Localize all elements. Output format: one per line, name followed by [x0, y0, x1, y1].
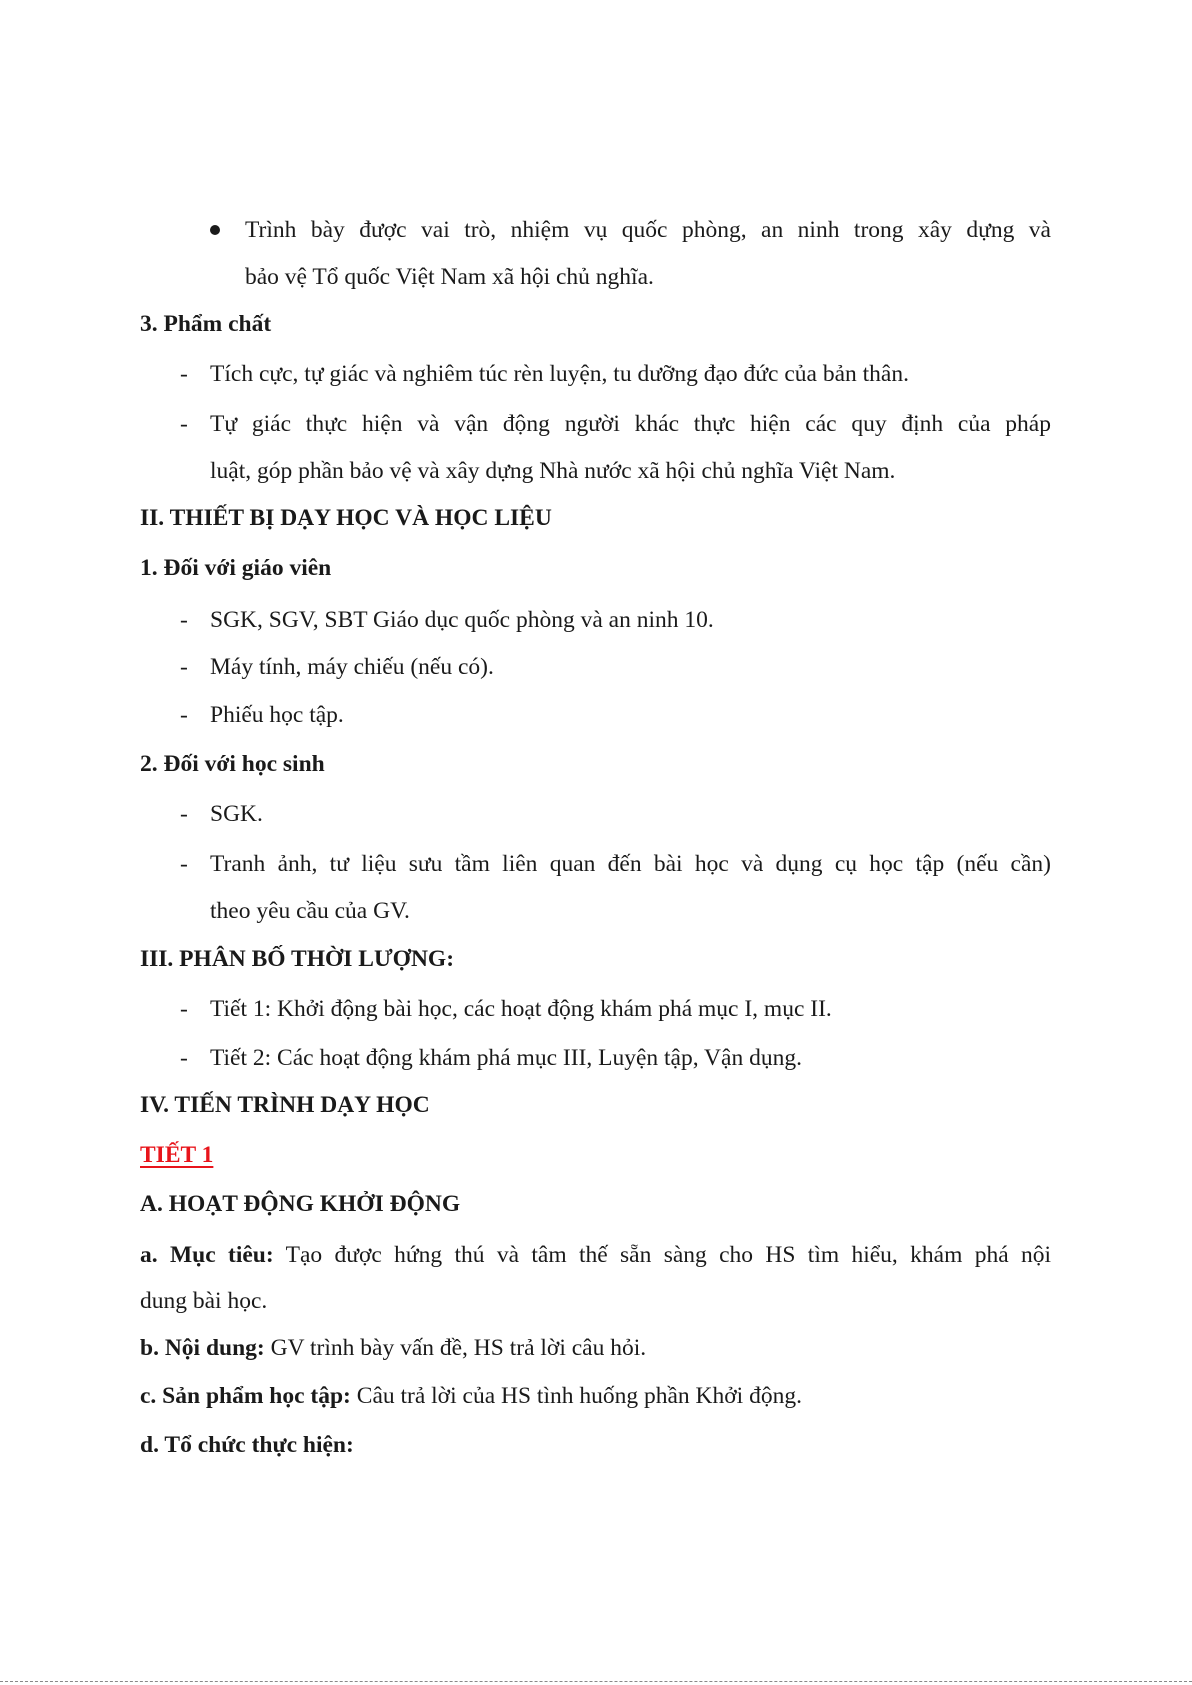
qualities-item-2-line1: Tự giác thực hiện và vận động người khác thực hiện các quy định của pháp [210, 411, 1051, 437]
page-bottom-divider [0, 1681, 1192, 1682]
objective-bullet-line1: Trình bày được vai trò, nhiệm vụ quốc phòng, an ninh trong xây dựng và [245, 217, 1051, 243]
product-label: c. Sản phẩm học tập: [140, 1383, 351, 1409]
list-dash: - [180, 851, 188, 877]
teacher-heading: 1. Đối với giáo viên [140, 555, 332, 581]
list-dash: - [180, 607, 188, 633]
teacher-item-1: SGK, SGV, SBT Giáo dục quốc phòng và an ninh 10. [210, 607, 714, 633]
goal-line1 [140, 1240, 1051, 1270]
product-line [140, 1381, 802, 1411]
content-line [140, 1333, 646, 1363]
goal-text: Tạo được hứng thú và tâm thế sẵn sàng cho HS tìm hiểu, khám phá nội [273, 1242, 1051, 1268]
qualities-heading: 3. Phẩm chất [140, 311, 272, 337]
activity-heading: A. HOẠT ĐỘNG KHỞI ĐỘNG [140, 1191, 461, 1217]
student-item-2-line2: theo yêu cầu của GV. [210, 898, 410, 924]
student-item-2-line1: Tranh ảnh, tư liệu sưu tầm liên quan đến bài học và dụng cụ học tập (nếu cần) [210, 851, 1051, 877]
list-dash: - [180, 361, 188, 387]
content-label: b. Nội dung: [140, 1335, 265, 1361]
period-label: TIẾT 1 [140, 1142, 214, 1168]
list-dash: - [180, 702, 188, 728]
content-text: GV trình bày vấn đề, HS trả lời câu hỏi. [264, 1335, 647, 1361]
list-dash: - [180, 996, 188, 1022]
teacher-item-2: Máy tính, máy chiếu (nếu có). [210, 654, 494, 680]
organize-label: d. Tổ chức thực hiện: [140, 1432, 354, 1458]
process-heading: IV. TIẾN TRÌNH DẠY HỌC [140, 1092, 430, 1118]
time-item-2: Tiết 2: Các hoạt động khám phá mục III, Luyện tập, Vận dụng. [210, 1045, 802, 1071]
equipment-heading: II. THIẾT BỊ DẠY HỌC VÀ HỌC LIỆU [140, 505, 552, 531]
goal-label: a. Mục tiêu: [140, 1242, 274, 1268]
time-allocation-heading: III. PHÂN BỐ THỜI LƯỢNG: [140, 946, 455, 972]
list-dash: - [180, 411, 188, 437]
qualities-item-1: Tích cực, tự giác và nghiêm túc rèn luyện, tu dưỡng đạo đức của bản thân. [210, 361, 909, 387]
qualities-item-2-line2: luật, góp phần bảo vệ và xây dựng Nhà nước xã hội chủ nghĩa Việt Nam. [210, 458, 896, 484]
goal-line2: dung bài học. [140, 1288, 268, 1314]
time-item-1: Tiết 1: Khởi động bài học, các hoạt động khám phá mục I, mục II. [210, 996, 832, 1022]
list-dash: - [180, 1045, 188, 1071]
student-item-1: SGK. [210, 801, 263, 827]
objective-bullet-line2: bảo vệ Tổ quốc Việt Nam xã hội chủ nghĩa. [245, 264, 654, 290]
bullet-dot-icon [210, 225, 220, 235]
product-text: Câu trả lời của HS tình huống phần Khởi động. [350, 1383, 802, 1409]
student-heading: 2. Đối với học sinh [140, 751, 325, 777]
teacher-item-3: Phiếu học tập. [210, 702, 344, 728]
list-dash: - [180, 801, 188, 827]
list-dash: - [180, 654, 188, 680]
